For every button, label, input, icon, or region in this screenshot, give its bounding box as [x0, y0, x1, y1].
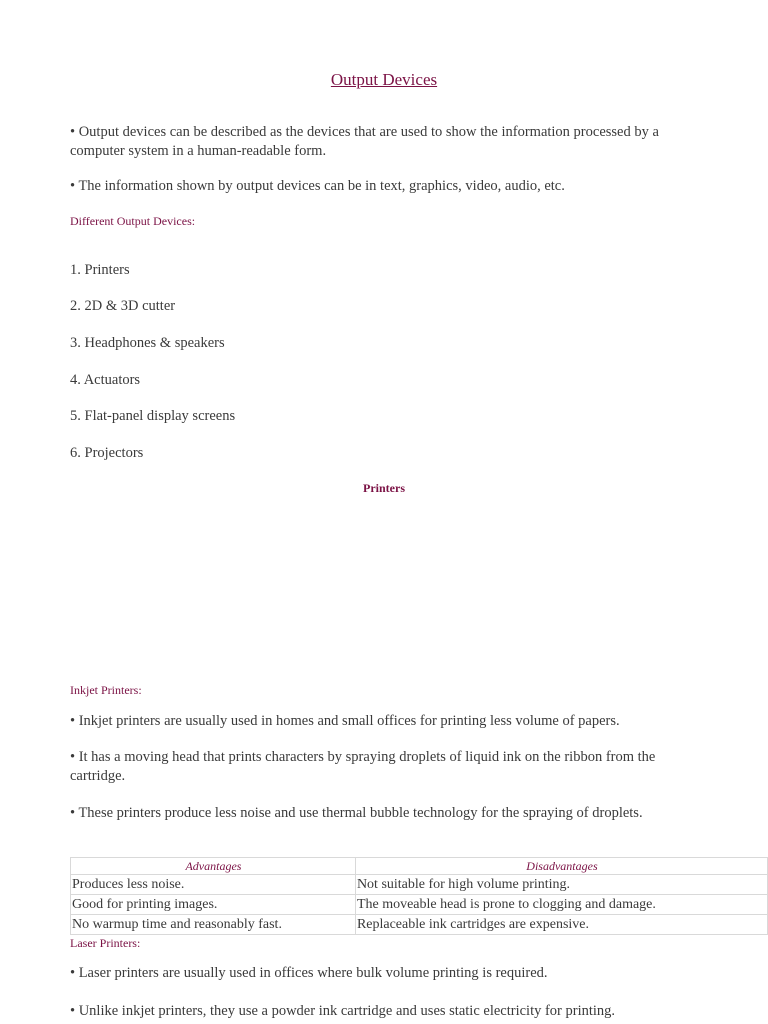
intro-paragraph: • The information shown by output devices can be in text, graphics, video, audio, etc.: [70, 178, 565, 194]
inkjet-point: • These printers produce less noise and use thermal bubble technology for the spraying of droplets.: [70, 805, 643, 821]
intro-paragraph: • Output devices can be described as the devices that are used to show the information processed by a computer system in a human-readable form.: [70, 124, 659, 159]
device-list-item: 6. Projectors: [70, 445, 144, 461]
disadvantage-cell: The moveable head is prone to clogging and damage.: [355, 895, 767, 915]
table-row: [71, 915, 768, 935]
table-row: [71, 895, 768, 915]
device-list-item: 2. 2D & 3D cutter: [70, 298, 176, 314]
advantage-cell: No warmup time and reasonably fast.: [71, 915, 356, 935]
device-list-item: 1. Printers: [70, 262, 130, 278]
device-list-item: 4. Actuators: [70, 372, 141, 388]
disadvantage-cell: Not suitable for high volume printing.: [355, 875, 767, 895]
device-list-item: 3. Headphones & speakers: [70, 335, 225, 351]
page-title: Output Devices: [330, 70, 438, 89]
advantage-cell: Produces less noise.: [71, 875, 356, 895]
laser-point: • Laser printers are usually used in offices where bulk volume printing is required.: [70, 965, 548, 981]
inkjet-point: • Inkjet printers are usually used in homes and small offices for printing less volume of papers.: [70, 713, 620, 729]
printers-heading: Printers: [363, 481, 405, 495]
laser-point: • Unlike inkjet printers, they use a powder ink cartridge and uses static electricity for printing.: [70, 1003, 616, 1019]
inkjet-point: • It has a moving head that prints characters by spraying droplets of liquid ink on the ribbon from the cartridge.: [70, 749, 656, 784]
inkjet-comparison-table: [70, 857, 768, 935]
advantage-cell: Good for printing images.: [71, 895, 356, 915]
advantages-header: Advantages: [71, 858, 356, 875]
inkjet-heading: Inkjet Printers:: [70, 683, 142, 697]
disadvantages-header: Disadvantages: [355, 858, 767, 875]
table-row: [71, 875, 768, 895]
disadvantage-cell: Replaceable ink cartridges are expensive.: [355, 915, 767, 935]
device-list-item: 5. Flat-panel display screens: [70, 408, 236, 424]
devices-heading: Different Output Devices:: [70, 214, 196, 228]
table-header-row: [71, 858, 768, 875]
laser-heading: Laser Printers:: [70, 936, 141, 950]
